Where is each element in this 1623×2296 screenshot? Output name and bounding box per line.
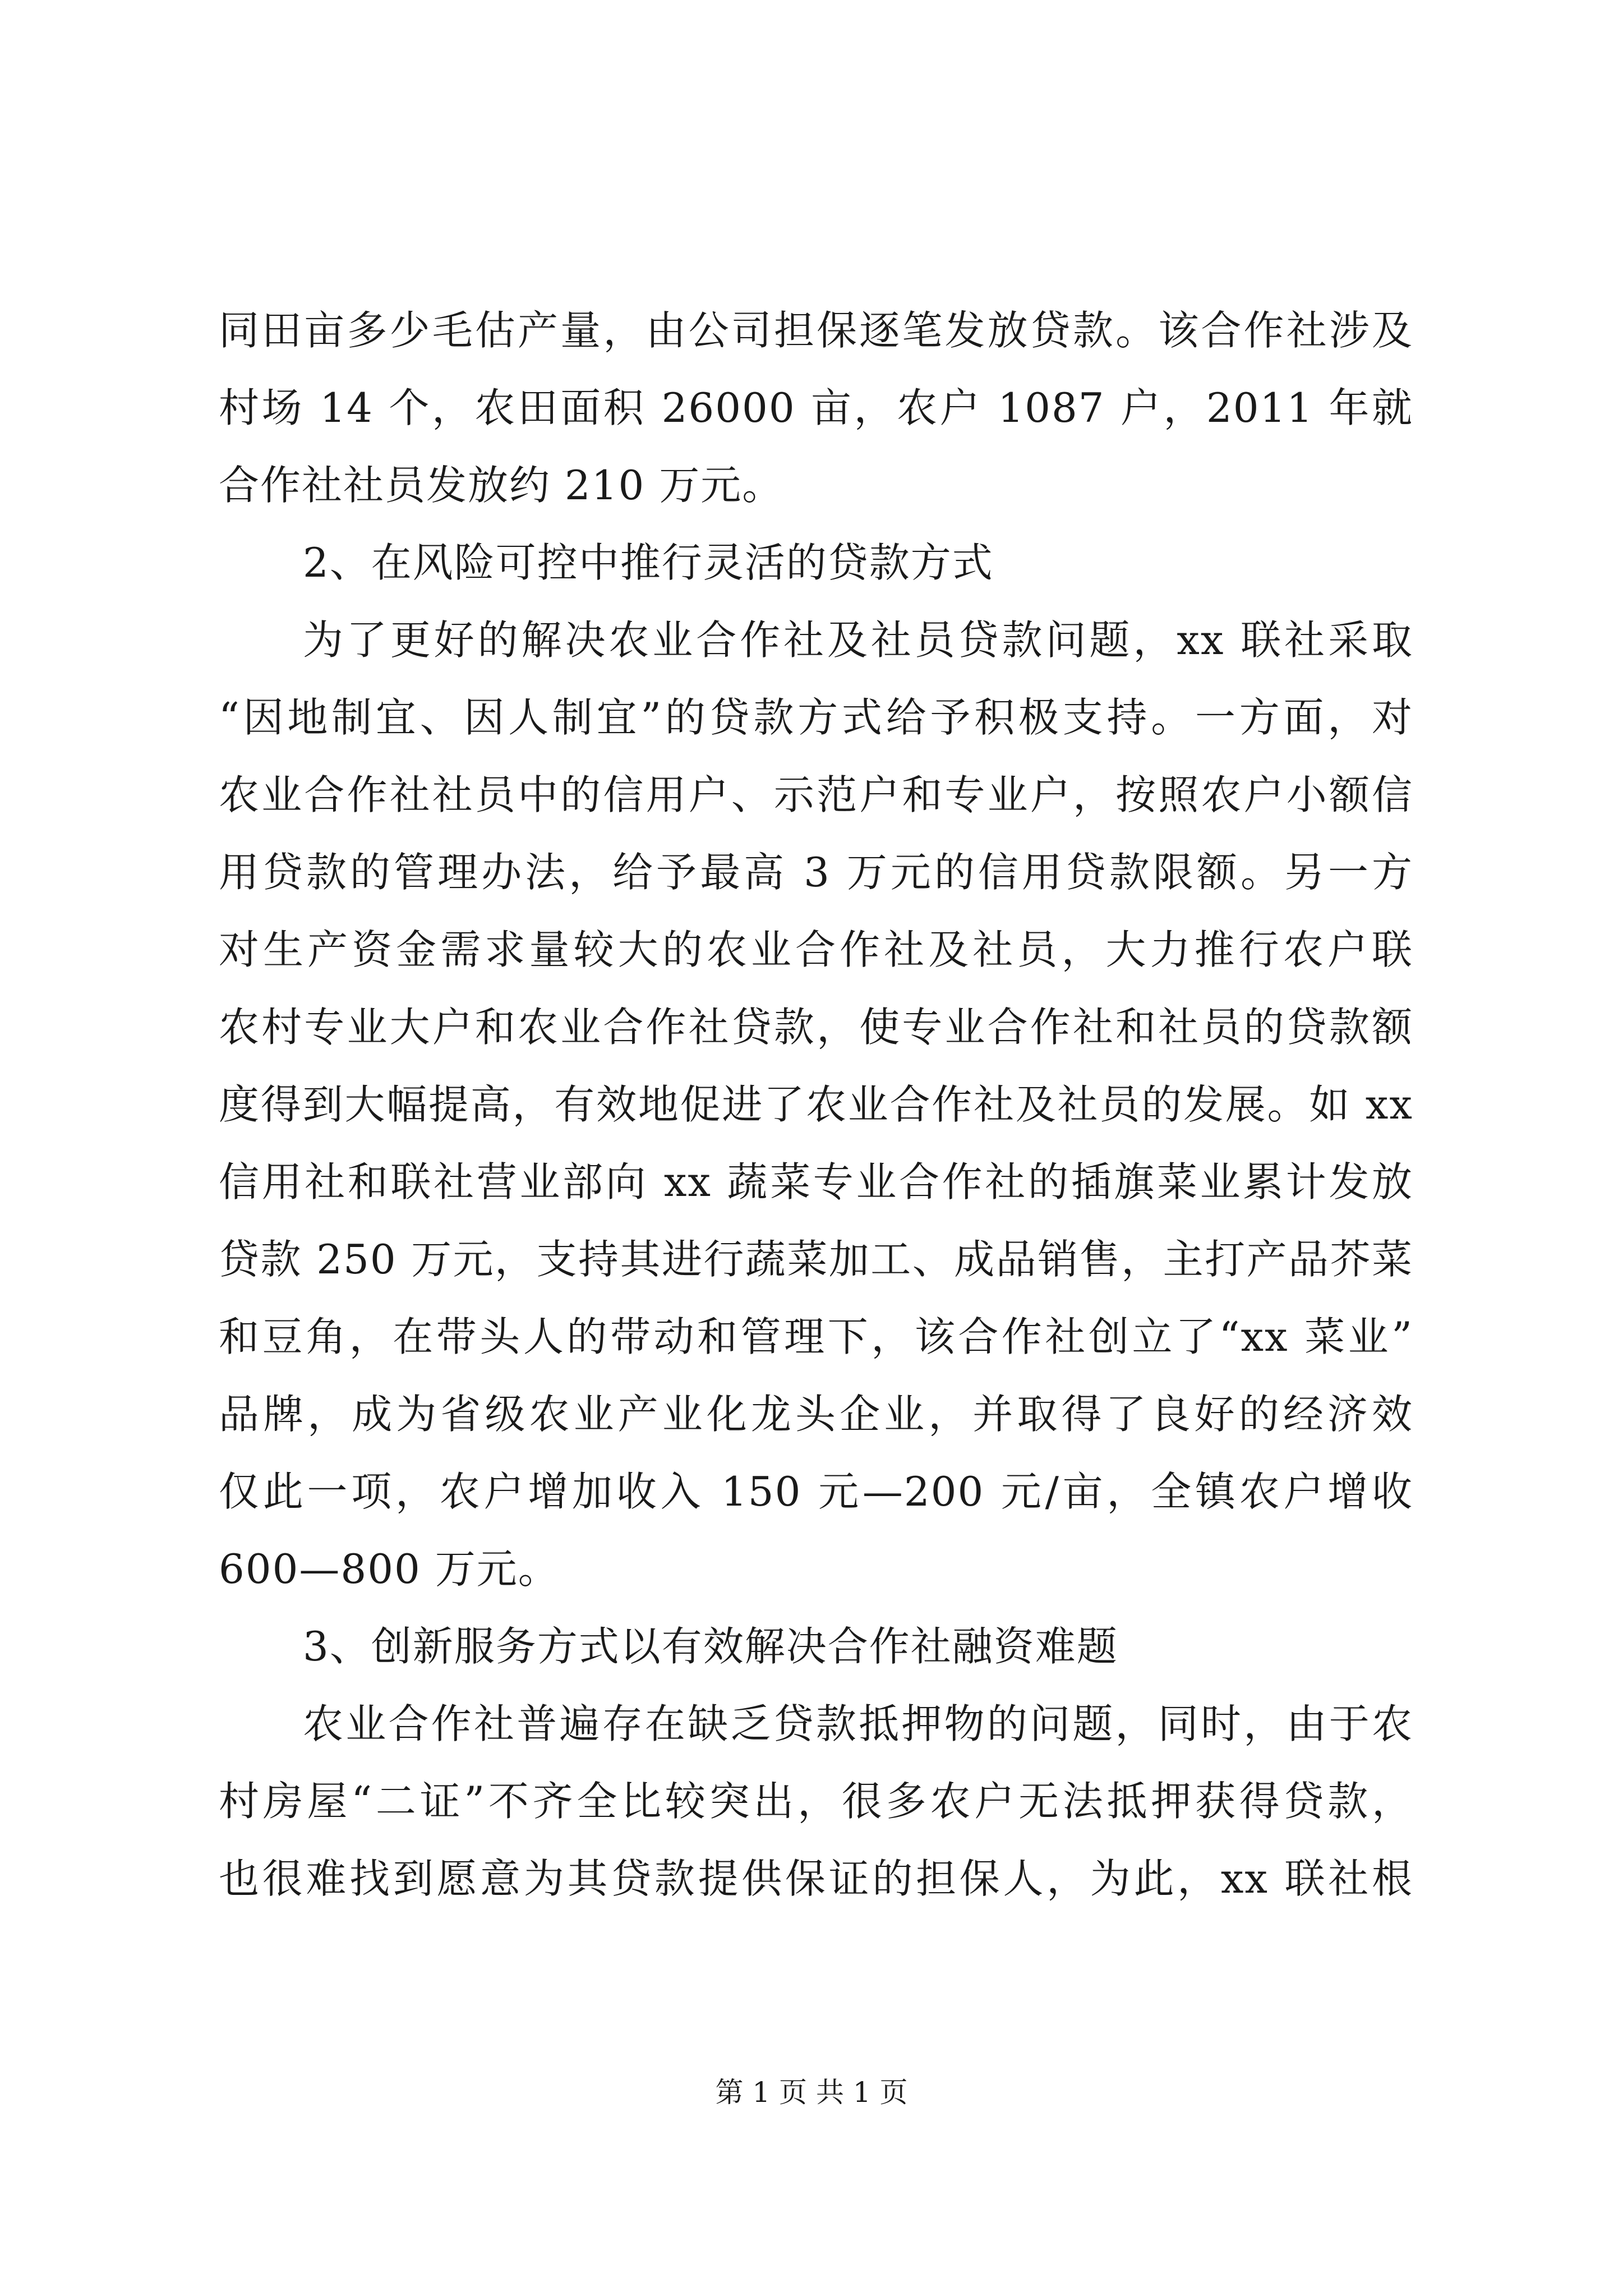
text-line: 合作社社员发放约 210 万元。 (219, 462, 784, 509)
page-number-label: 第 1 页 共 1 页 (715, 2076, 908, 2109)
text-line: 村房屋“二证”不齐全比较突出，很多农户无法抵押获得贷款， (219, 1778, 1413, 1825)
text-line: 村场 14 个，农田面积 26000 亩，农户 1087 户，2011 年就 (219, 384, 1413, 431)
text-line: 农业合作社社员中的信用户、示范户和专业户，按照农户小额信 (219, 771, 1413, 818)
section-heading: 2、在风险可控中推行灵活的贷款方式 (303, 539, 994, 586)
text-line: 用贷款的管理办法，给予最高 3 万元的信用贷款限额。另一方 (219, 849, 1413, 896)
text-line: 为了更好的解决农业合作社及社员贷款问题，xx 联社采取 (303, 616, 1413, 664)
document-body (219, 292, 1413, 1917)
text-line: 对生产资金需求量较大的农业合作社及社员，大力推行农户联 (219, 926, 1413, 973)
text-line: 贷款 250 万元，支持其进行蔬菜加工、成品销售，主打产品芥菜 (219, 1236, 1413, 1283)
text-line: 同田亩多少毛估产量，由公司担保逐笔发放贷款。该合作社涉及 (219, 307, 1413, 354)
text-line: 和豆角，在带头人的带动和管理下，该合作社创立了“xx 菜业” (219, 1313, 1413, 1360)
text-line: 农村专业大户和农业合作社贷款，使专业合作社和社员的贷款额 (219, 1004, 1413, 1051)
text-line: “因地制宜、因人制宜”的贷款方式给予积极支持。一方面，对 (219, 694, 1413, 741)
text-line: 600—800 万元。 (219, 1545, 560, 1593)
page-footer (0, 2076, 1623, 2109)
section-heading: 3、创新服务方式以有效解决合作社融资难题 (303, 1623, 1118, 1670)
text-line: 品牌，成为省级农业产业化龙头企业，并取得了良好的经济效 (219, 1391, 1413, 1438)
text-line: 度得到大幅提高，有效地促进了农业合作社及社员的发展。如 xx (219, 1081, 1413, 1128)
text-line: 也很难找到愿意为其贷款提供保证的担保人，为此，xx 联社根 (219, 1855, 1413, 1902)
text-line: 信用社和联社营业部向 xx 蔬菜专业合作社的插旗菜业累计发放 (219, 1158, 1413, 1205)
text-line: 仅此一项，农户增加收入 150 元—200 元/亩，全镇农户增收 (219, 1468, 1413, 1515)
text-line: 农业合作社普遍存在缺乏贷款抵押物的问题，同时，由于农 (303, 1700, 1413, 1747)
